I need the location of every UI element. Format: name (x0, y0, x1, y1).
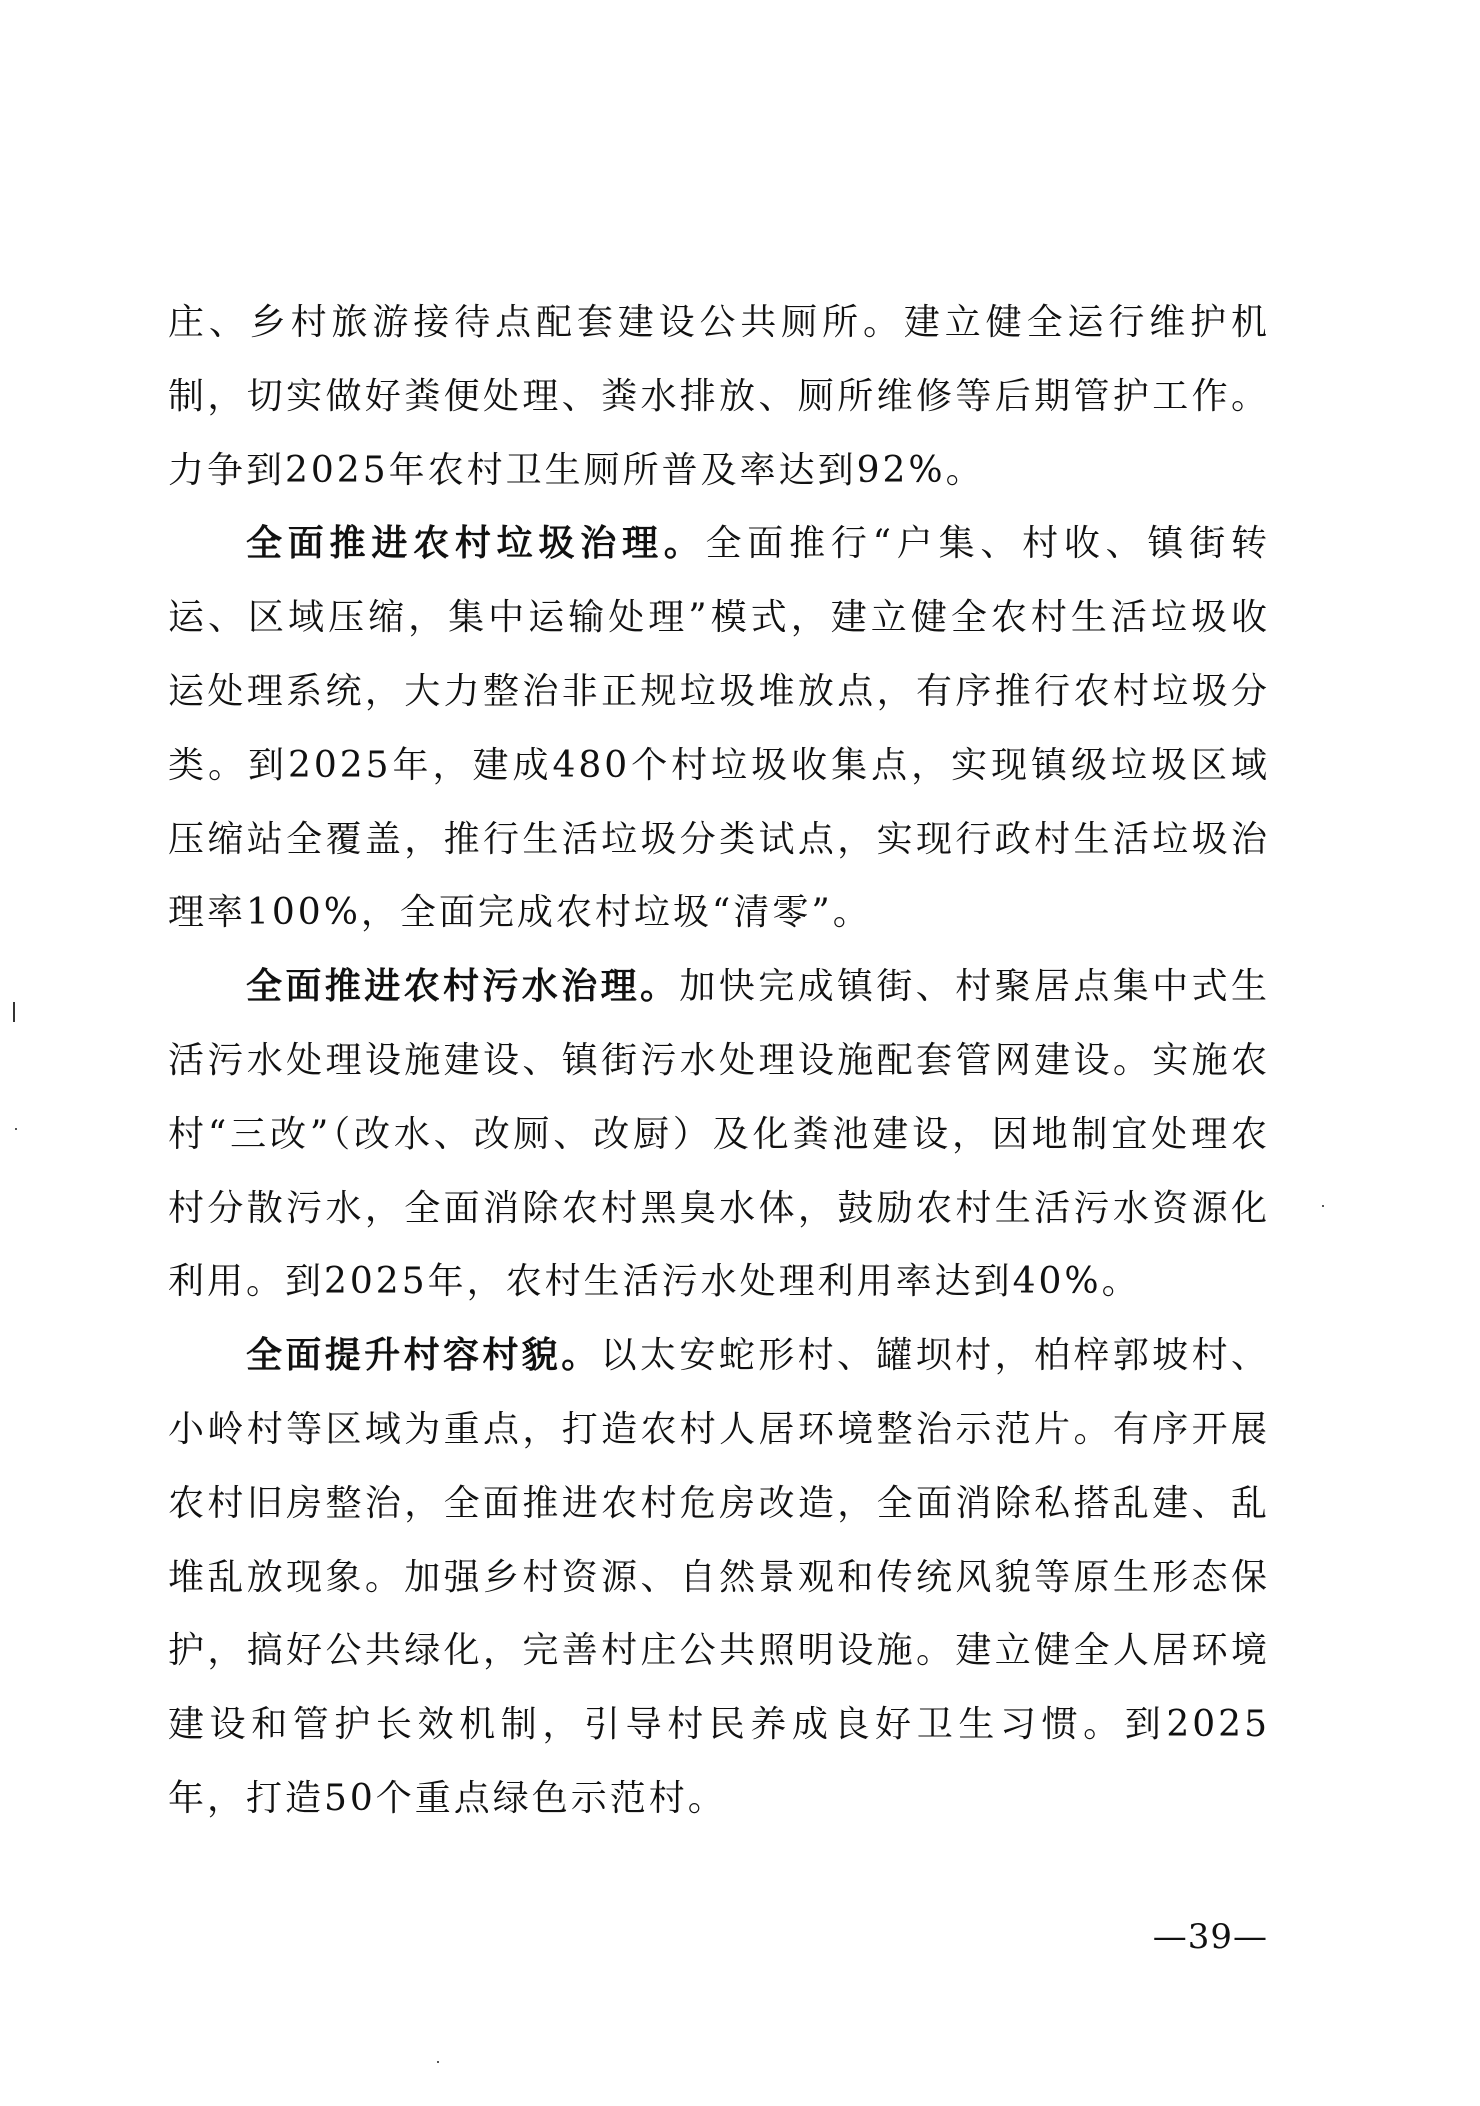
section-heading: 全面推进农村垃圾治理。 (246, 523, 706, 565)
section-body: 以太安蛇形村、罐坝村，柏梓郭坡村、小岭村等区域为重点，打造农村人居环境整治示范片。有序开展农村旧房整治，全面推进农村危房改造，全面消除私搭乱建、乱堆乱放现象。加强乡村资源、自然景观和传统风貌等原生形态保护，搞好公共绿化，完善村庄公共照明设施。建立健全人居环境建设和管护长效机制，引导村民养成良好卫生习惯。到2025年，打造50个重点绿色示范村。 (168, 1335, 1270, 1819)
scan-margin-mark (13, 1002, 15, 1022)
scan-dot (15, 1128, 17, 1130)
section-garbage-paragraph (168, 507, 1270, 950)
scan-dot (1322, 1205, 1324, 1207)
page-number: —39— (1152, 1917, 1268, 1957)
section-heading: 全面推进农村污水治理。 (246, 966, 680, 1008)
section-body: 加快完成镇街、村聚居点集中式生活污水处理设施建设、镇街污水处理设施配套管网建设。实施农村“三改”（改水、改厕、改厨）及化粪池建设，因地制宜处理农村分散污水，全面消除农村黑臭水体，鼓励农村生活污水资源化利用。到2025年，农村生活污水处理利用率达到40%。 (168, 966, 1270, 1303)
section-heading: 全面提升村容村貌。 (246, 1335, 601, 1377)
section-village-appearance-paragraph (168, 1319, 1270, 1836)
section-sewage-paragraph (168, 950, 1270, 1319)
document-body (168, 286, 1270, 1836)
section-body: 全面推行“户集、村收、镇街转运、区域压缩，集中运输处理”模式，建立健全农村生活垃圾收运处理系统，大力整治非正规垃圾堆放点，有序推行农村垃圾分类。到2025年，建成480个村垃圾收集点，实现镇级垃圾区域压缩站全覆盖，推行生活垃圾分类试点，实现行政村生活垃圾治理率100%，全面完成农村垃圾“清零”。 (168, 523, 1270, 934)
scan-dot (437, 2061, 439, 2063)
intro-paragraph: 庄、乡村旅游接待点配套建设公共厕所。建立健全运行维护机制，切实做好粪便处理、粪水排放、厕所维修等后期管护工作。力争到2025年农村卫生厕所普及率达到92%。 (168, 302, 1270, 491)
